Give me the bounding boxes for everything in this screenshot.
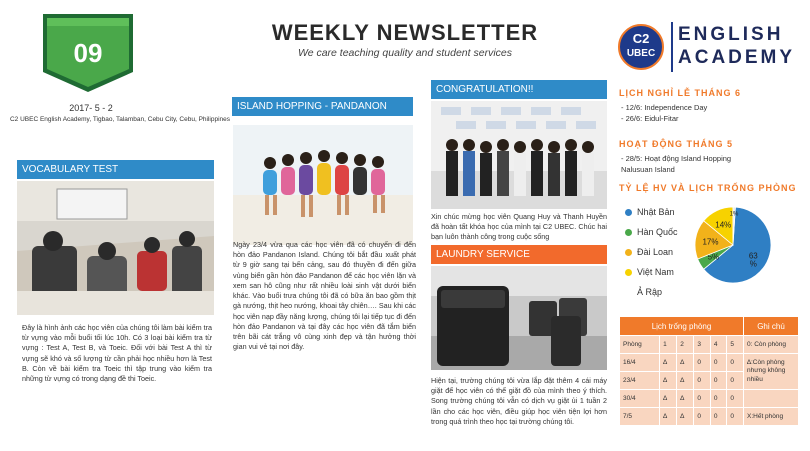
table-cell: 0 [710, 372, 727, 390]
graduation-image [431, 101, 607, 209]
table-cell: 16/4 [620, 354, 660, 372]
legend-label: Việt Nam [637, 267, 674, 277]
holidays-heading: LỊCH NGHỈ LỄ THÁNG 6 [619, 88, 742, 98]
laundry-photo [431, 266, 607, 370]
table-cell: 30/4 [620, 390, 660, 408]
activity-item: - 28/5: Hoạt động Island Hopping [621, 154, 732, 163]
logo-mark-bottom: UBEC [626, 48, 656, 59]
table-cell: 0 [727, 354, 744, 372]
column-label: 5 [727, 336, 744, 354]
island-photo [233, 125, 413, 245]
congrats-heading: CONGRATULATION!! [431, 80, 607, 99]
table-cell: 0 [710, 390, 727, 408]
note-full: X:Hết phòng [744, 408, 799, 426]
note-empty [744, 390, 799, 408]
table-cell: 0 [694, 354, 711, 372]
vocab-photo [17, 181, 214, 315]
column-label: 3 [694, 336, 711, 354]
logo-line-2: ACADEMY [678, 47, 796, 68]
island-text: Ngày 23/4 vừa qua các học viên đã có chuyến đi đến hòn đảo Pandanon Island. Chúng tôi bắt đầu xuất phát từ 9 giờ sang tại bến cảng, sau đó thuyền đi đến giữa vùng biển gần hòn đảo Pandanon để các học viên lặn và xem san hô cũng như rất nhiều loài sinh vật dưới biển khác. Vào buổi trưa chúng tôi đã có bữa ăn bao gồm thịt gà nướng, thịt heo nướng, khoai tây chiên…. Sau khi các học viên nạp đầy năng lượng, chúng tôi lại tiếp tục đi đến hòn đảo Pandanon và tại đây các học viên đã tắm biển trên bãi cát trắng vô cùng xinh đẹp và tận hưởng thời gian vui vẻ tại nơi đây. [233, 240, 416, 352]
pie-slice-label: 14% [715, 220, 732, 230]
laundry-text: Hiện tại, trường chúng tôi vừa lắp đặt thêm 4 cái máy giặt để học viên có thể giặt đồ của mình theo ý thích. Song trường chúng tôi vẫn có dịch vụ giặt ủi 1 tuần 2 lần cho các học viên, điều giúp học viên tiện lợi hơn trong quá trình theo học tại trường chúng tôi. [431, 376, 607, 426]
holiday-item: - 12/6: Independence Day [621, 103, 708, 112]
table-cell: ∆ [660, 372, 677, 390]
legend-dot [625, 249, 632, 256]
school-address: C2 UBEC English Academy, Tigbao, Talamban, Cebu City, Cebu, Philippines [9, 116, 231, 123]
issue-number: 09 [73, 38, 103, 68]
schedule-row [620, 390, 799, 408]
pie-slice-label: 5% [707, 252, 720, 262]
table-cell: ∆ [677, 372, 694, 390]
pie-slice-label: 17% [702, 237, 719, 247]
pie-slice-label: 63 % [748, 251, 758, 269]
legend-item-korea [625, 222, 678, 242]
vocab-text: Đây là hình ảnh các học viên của chúng tôi làm bài kiểm tra từ vựng vào mỗi buổi tối lúc 10h. Có 3 loại bài kiểm tra từ vựng : Test A, Test B, và Toeic. Đối với bài Test A thì từ vựng sẽ khó và số lượng từ cần phải học nhiều hơn là Test B. Còn về bài kiểm tra Toeic thì tập trung vào kiểm tra những từ vựng có trong dạng đề thi Toeic. [22, 323, 212, 384]
activities-list [621, 153, 731, 176]
classroom-image [17, 181, 214, 315]
laundry-heading: LAUNDRY SERVICE [431, 245, 607, 264]
table-cell: 23/4 [620, 372, 660, 390]
page-title: WEEKLY NEWSLETTER [271, 20, 539, 45]
activities-heading: HOẠT ĐỘNG THÁNG 5 [619, 139, 734, 149]
table-cell: 0 [694, 372, 711, 390]
island-heading: ISLAND HOPPING - PANDANON [232, 97, 413, 116]
column-label: 2 [677, 336, 694, 354]
issue-date: 2017- 5 - 2 [69, 103, 113, 113]
schedule-columns-row [620, 336, 799, 354]
academy-logo [618, 22, 798, 74]
vocab-heading: VOCABULARY TEST [17, 160, 214, 179]
table-cell: 0 [727, 372, 744, 390]
nationality-pie-chart [693, 205, 773, 285]
legend-label: Ả Rập [637, 287, 663, 297]
table-cell: 7/5 [620, 408, 660, 426]
column-label: 1 [660, 336, 677, 354]
legend-item-japan [625, 202, 678, 222]
legend-item-arab [625, 282, 678, 302]
legend-label: Nhật Bản [637, 207, 675, 217]
legend-item-vietnam [625, 262, 678, 282]
congrats-photo [431, 101, 607, 209]
table-cell: 0 [710, 354, 727, 372]
note-available: 0: Còn phòng [744, 336, 799, 354]
room-schedule-table [619, 316, 799, 426]
pie-slice-label: 1% [729, 211, 739, 218]
table-cell: 0 [727, 390, 744, 408]
legend-dot [625, 269, 632, 276]
table-cell: 0 [710, 408, 727, 426]
washing-machines-image [431, 266, 607, 370]
stats-heading: TỶ LỆ HV VÀ LỊCH TRỐNG PHÒNG [619, 183, 797, 193]
table-cell: ∆ [677, 408, 694, 426]
schedule-row [620, 408, 799, 426]
page-subtitle: We care teaching quality and student services [297, 47, 512, 59]
table-cell: 0 [727, 408, 744, 426]
column-label: 4 [710, 336, 727, 354]
notes-header: Ghi chú [744, 317, 799, 336]
schedule-header: Lịch trống phòng [620, 317, 744, 336]
column-label: Phòng [620, 336, 660, 354]
chart-legend [625, 202, 678, 302]
holiday-item: - 26/6: Eidul-Fitar [621, 114, 679, 124]
legend-label: Hàn Quốc [637, 227, 678, 237]
congrats-text: Xin chúc mừng học viên Quang Huy và Thanh Huyền đã hoàn tất khóa học của mình tại C2 UBEC. Chúc hai bạn luôn thành công trong cuộc sống [431, 212, 607, 242]
table-cell: ∆ [660, 390, 677, 408]
legend-label: Đài Loan [637, 247, 674, 257]
legend-dot [625, 289, 632, 296]
beach-group-image [233, 125, 413, 245]
table-cell: ∆ [677, 354, 694, 372]
table-cell: 0 [694, 408, 711, 426]
table-cell: ∆ [677, 390, 694, 408]
legend-item-taiwan [625, 242, 678, 262]
table-cell: ∆ [660, 354, 677, 372]
logo-mark-top: C2 [632, 31, 650, 46]
logo-line-1: ENGLISH [678, 24, 784, 45]
note-limited: ∆:Còn phòng nhưng không nhiều [744, 354, 799, 390]
legend-dot [625, 229, 632, 236]
activity-item: Nalusuan Island [621, 165, 675, 175]
logo-divider [671, 22, 673, 72]
schedule-row [620, 354, 799, 372]
holidays-list [621, 102, 707, 125]
legend-dot [625, 209, 632, 216]
schedule-header-row [620, 317, 799, 336]
table-cell: ∆ [660, 408, 677, 426]
table-cell: 0 [694, 390, 711, 408]
